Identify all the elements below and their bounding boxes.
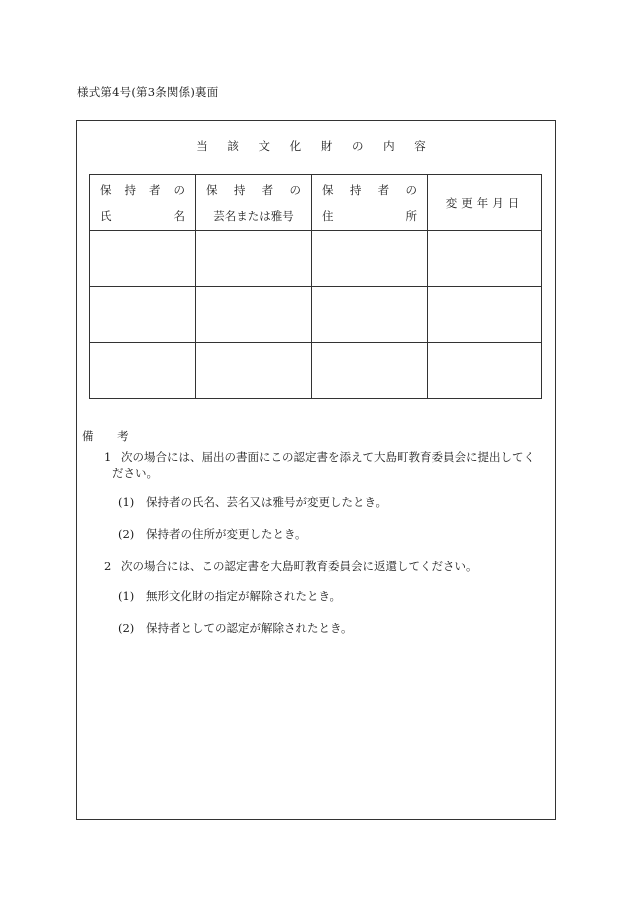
header-holder-name [90,175,196,231]
table-cell[interactable] [196,343,312,399]
note-1-subitem-1 [118,494,387,510]
subitem-number: (1) [118,589,135,603]
table-cell[interactable] [196,231,312,287]
note-number: 2 [104,559,112,573]
table-cell[interactable] [196,287,312,343]
header-line: 保持者の [322,183,417,197]
header-char: 名 [173,209,185,223]
table-header-row [90,175,542,231]
header-char: 所 [405,209,417,223]
table-cell[interactable] [90,287,196,343]
note-1-subitem-2 [118,526,307,542]
subitem-text: 保持者の氏名、芸名又は雅号が変更したとき。 [146,495,388,509]
table-cell[interactable] [428,287,542,343]
notes-heading: 備 考 [82,429,139,443]
header-change-date [428,175,542,231]
note-item-1 [104,449,550,481]
table-cell[interactable] [312,343,428,399]
note-text-continued: ださい。 [112,466,158,480]
table-row [90,231,542,287]
header-line [322,208,417,224]
header-holder-address [312,175,428,231]
note-number: 1 [104,450,112,464]
header-line: 芸名または雅号 [213,209,294,223]
subitem-text: 保持者の住所が変更したとき。 [146,527,307,541]
header-line: 変更年月日 [445,195,524,210]
table-cell[interactable] [428,231,542,287]
note-text: 次の場合には、届出の書面にこの認定書を添えて大島町教育委員会に提出してく [121,450,535,464]
subitem-text: 保持者としての認定が解除されたとき。 [146,621,353,635]
table-row [90,343,542,399]
note-2-subitem-2 [118,620,353,636]
form-label: 様式第4号(第3条関係)裏面 [77,85,219,99]
subitem-text: 無形文化財の指定が解除されたとき。 [146,589,342,603]
table-cell[interactable] [90,231,196,287]
header-char: 氏 [100,209,112,223]
subitem-number: (2) [118,527,135,541]
note-2-subitem-1 [118,588,341,604]
holder-table [89,174,542,399]
header-line: 保持者の [206,183,301,197]
section-title: 当 該 文 化 財 の 内 容 [196,139,434,153]
header-line [100,208,185,224]
table-cell[interactable] [90,343,196,399]
table-cell[interactable] [312,287,428,343]
subitem-number: (1) [118,495,135,509]
note-text: 次の場合には、この認定書を大島町教育委員会に返還してください。 [121,559,478,573]
note-item-2 [104,558,478,574]
table-cell[interactable] [312,231,428,287]
subitem-number: (2) [118,621,135,635]
table-row [90,287,542,343]
table-cell[interactable] [428,343,542,399]
header-holder-artname [196,175,312,231]
header-line: 保持者の [100,183,185,197]
header-char: 住 [322,209,334,223]
